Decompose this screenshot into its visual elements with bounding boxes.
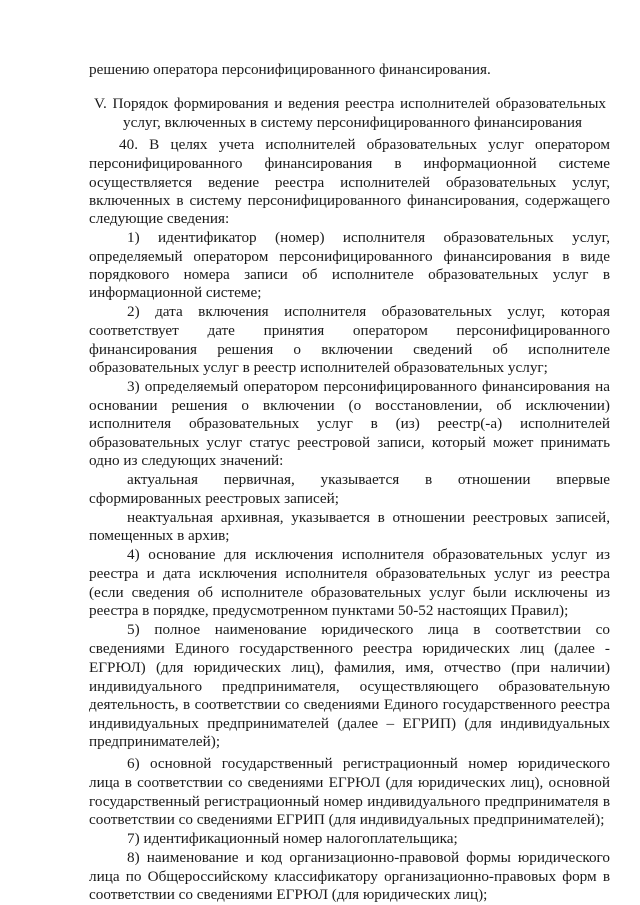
status-value-line: помещенных в архив; — [89, 527, 230, 544]
item-4-line: (если сведения об исполнителе образовательных услуг были исключены из — [89, 584, 610, 601]
item-1-line: 1) идентификатор (номер) исполнителя образовательных услуг, — [127, 229, 610, 246]
section-heading-continuation: услуг, включенных в систему персонифицированного финансирования — [123, 114, 582, 131]
paragraph-40-line: включенных в систему персонифицированного финансирования, содержащего — [89, 192, 610, 209]
item-5-line: сведениями Единого государственного реестра юридических лиц (далее - — [89, 640, 610, 657]
item-2-line: образовательных услуг в реестр исполнителей образовательных услуг; — [89, 359, 548, 376]
paragraph-40-line: осуществляется ведение реестра исполнителей образовательных услуг, — [89, 174, 610, 191]
item-8-line: лица по Общероссийскому классификатору организационно-правовых форм в — [89, 868, 610, 885]
item-1-line: информационной системе; — [89, 284, 262, 301]
item-8-line: 8) наименование и код организационно-правовой формы юридического — [127, 849, 610, 866]
item-2-line: соответствует дате принятия оператором персонифицированного — [89, 322, 610, 339]
item-8-line: соответствии со сведениями ЕГРЮЛ (для юридических лиц); — [89, 886, 488, 903]
item-1-line: определяемый оператором персонифицированного финансирования в виде — [89, 248, 610, 265]
item-3-line: одно из следующих значений: — [89, 452, 284, 469]
item-5-line: предпринимателей); — [89, 733, 221, 750]
paragraph-40-line: персонифицированного финансирования в информационной системе — [89, 155, 610, 172]
section-heading: V. Порядок формирования и ведения реестра исполнителей образовательных — [94, 95, 606, 112]
item-6-line: 6) основной государственный регистрационный номер юридического — [127, 755, 610, 772]
item-5-line: индивидуальных предпринимателей (далее – ЕГРИП) (для индивидуальных — [89, 715, 610, 732]
paragraph-40-line: 40. В целях учета исполнителей образовательных услуг оператором — [119, 136, 610, 153]
paragraph-40-line: следующие сведения: — [89, 210, 230, 227]
item-6-line: лица в соответствии со сведениями ЕГРЮЛ (для юридических лиц), основной — [89, 774, 610, 791]
item-4-line: реестра в порядке, предусмотренном пунктами 50-52 настоящих Правил); — [89, 602, 569, 619]
item-2-line: 2) дата включения исполнителя образовательных услуг, которая — [127, 303, 610, 320]
item-6-line: соответствии со сведениями ЕГРИП (для индивидуальных предпринимателей); — [89, 811, 605, 828]
status-value-line: актуальная первичная, указывается в отношении впервые — [127, 471, 610, 488]
item-3-line: образовательных услуг статус реестровой записи, который может принимать — [89, 434, 610, 451]
item-5-line: ЕГРЮЛ) (для юридических лиц), фамилия, имя, отчество (при наличии) — [89, 659, 610, 676]
item-2-line: финансирования решения о включении сведений об исполнителе — [89, 341, 610, 358]
item-1-line: порядкового номера записи об исполнителе образовательных услуг в — [89, 266, 610, 283]
item-3-line: исполнителя образовательных услуг в (из) реестр(-а) исполнителей — [89, 415, 610, 432]
item-5-line: индивидуального предпринимателя, осуществляющего образовательную — [89, 678, 610, 695]
item-6-line: государственный регистрационный номер индивидуального предпринимателя в — [89, 793, 610, 810]
text-line: решению оператора персонифицированного финансирования. — [89, 61, 491, 78]
item-3-line: 3) определяемый оператором персонифицированного финансирования на — [127, 378, 610, 395]
item-5-line: 5) полное наименование юридического лица в соответствии со — [127, 621, 610, 638]
item-7-line: 7) идентификационный номер налогоплательщика; — [127, 830, 458, 847]
item-4-line: реестра и дата исключения исполнителя образовательных услуг из реестра — [89, 565, 610, 582]
item-5-line: деятельность, в соответствии со сведениями Единого государственного реестра — [89, 696, 610, 713]
status-value-line: неактуальная архивная, указывается в отношении реестровых записей, — [127, 509, 610, 526]
status-value-line: сформированных реестровых записей; — [89, 490, 339, 507]
item-3-line: основании решения о включении (о восстановлении, об исключении) — [89, 397, 610, 414]
item-4-line: 4) основание для исключения исполнителя образовательных услуг из — [127, 546, 610, 563]
